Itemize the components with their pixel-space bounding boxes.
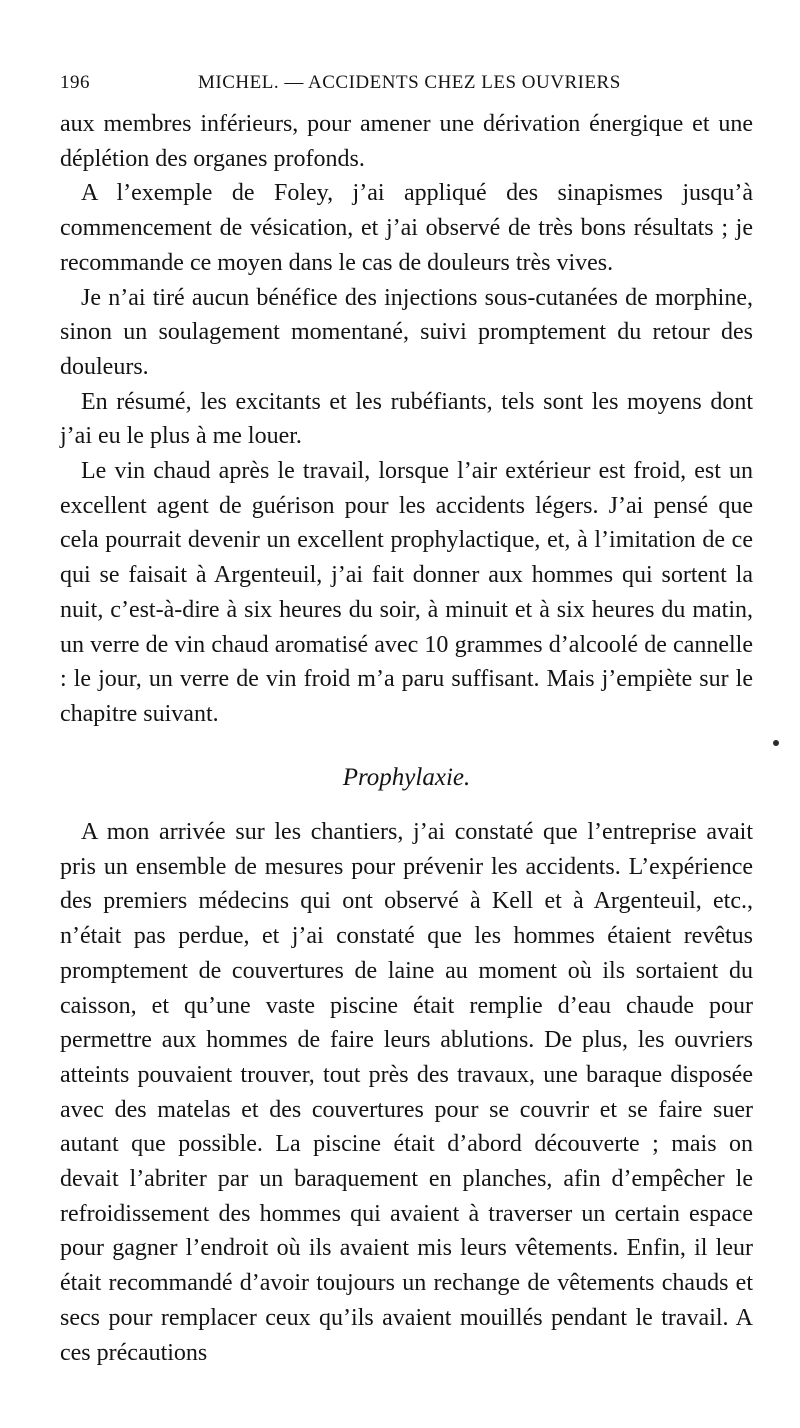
running-head: MICHEL. — ACCIDENTS CHEZ LES OUVRIERS [198, 72, 621, 93]
page-number: 196 [60, 72, 90, 93]
page-header [60, 72, 750, 100]
paragraph-vin-chaud: Le vin chaud après le travail, lorsque l’air extérieur est froid, est un excellent agent de guérison pour les accidents légers. J’ai pensé que cela pourrait devenir un excellent prophylactique, et, à l’imitation de ce qui se faisait à Argenteuil, j’ai fait donner aux hommes qui sortent la nuit, c’est-à-dire à six heures du soir, à minuit et à six heures du matin, un verre de vin chaud aromatisé avec 10 grammes d’alcoolé de cannelle : le jour, un verre de vin froid m’a paru suffisant. Mais j’empiète sur le chapitre suivant. [60, 458, 753, 727]
text-block-bottom [60, 815, 753, 1370]
ink-speck [773, 740, 779, 746]
section-heading: Prophylaxie. [342, 764, 471, 791]
paragraph-prophylaxie: A mon arrivée sur les chantiers, j’ai constaté que l’entreprise avait pris un ensemble de mesures pour prévenir les accidents. L’expérience des premiers médecins qui ont observé à Kell et à Argenteuil, etc., n’était pas perdue, et j’ai constaté que les hommes étaient revêtus promptement de couvertures de laine au moment où ils sortaient du caisson, et qu’une vaste piscine était remplie d’eau chaude pour permettre aux hommes de faire leurs ablutions. De plus, les ouvriers atteints pouvaient trouver, tout près des travaux, une baraque disposée avec des matelas et des couvertures pour se couvrir et se faire suer autant que possible. La piscine était d’abord découverte ; mais on devait l’abriter par un baraquement en planches, afin d’empêcher le refroidissement des hommes qui avaient à traverser un certain espace pour gagner l’endroit où ils avaient mis leurs vêtements. Enfin, il leur était recommandé d’avoir toujours un rechange de vêtements chauds et secs pour remplacer ceux qu’ils avaient mouillés pendant le travail. A ces précautions [60, 819, 753, 1366]
paragraph-continued: aux membres inférieurs, pour amener une dérivation énergique et une déplétion des organes profonds. [60, 111, 753, 172]
text-block-top [60, 107, 753, 732]
paragraph-resume: En résumé, les excitants et les rubéfiants, tels sont les moyens dont j’ai eu le plus à me louer. [60, 388, 753, 450]
paragraph-morphine: Je n’ai tiré aucun bénéfice des injections sous-cutanées de morphine, sinon un soulagement momentané, suivi promptement du retour des douleurs. [60, 284, 753, 380]
paragraph-sinapismes: A l’exemple de Foley, j’ai appliqué des sinapismes jusqu’à commencement de vésication, et j’ai observé de très bons résultats ; je recommande ce moyen dans le cas de douleurs très vives. [60, 180, 753, 276]
